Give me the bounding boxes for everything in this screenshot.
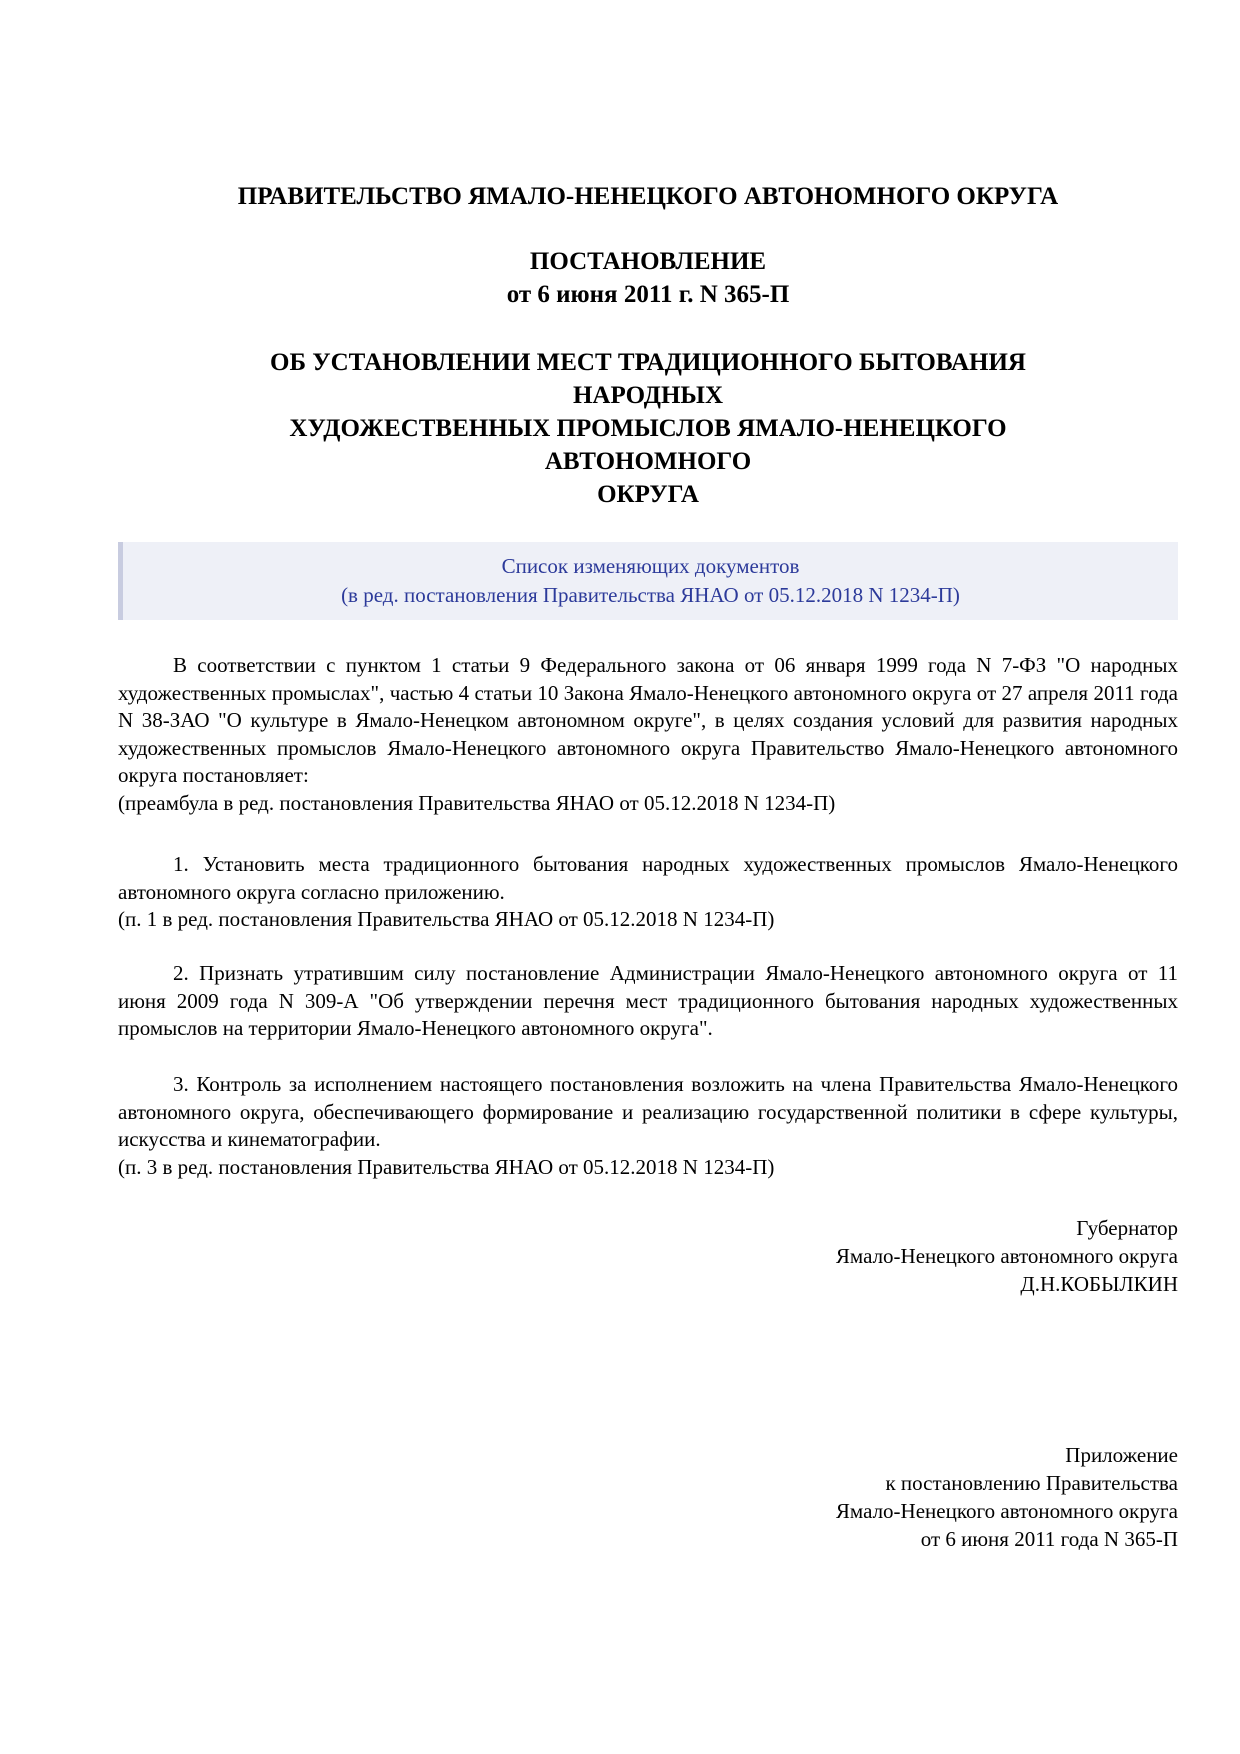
- subject-line: ОКРУГА: [597, 481, 699, 508]
- amending-documents-title: Список изменяющих документов: [501, 554, 800, 578]
- document-subject: [118, 346, 1178, 511]
- appendix-line: Ямало-Ненецкого автономного округа: [835, 1499, 1178, 1523]
- document-date-number: от 6 июня 2011 г. N 365-П: [506, 281, 790, 308]
- subject-line: НАРОДНЫХ: [572, 382, 724, 409]
- item-1-edition-note: (п. 1 в ред. постановления Правительства ЯНАО от 05.12.2018 N 1234-П): [118, 907, 775, 931]
- item-1-section: [118, 851, 1178, 934]
- subject-line: ОБ УСТАНОВЛЕНИИ МЕСТ ТРАДИЦИОННОГО БЫТОВАНИЯ: [270, 349, 1026, 376]
- item-3-text: 3. Контроль за исполнением настоящего постановления возложить на члена Правительства Ямало-Ненецкого автономного округа, обеспечивающего формирование и реализацию государственной политики в сфере культуры, искусства и кинематографии.: [118, 1072, 1178, 1151]
- preamble-text: В соответствии с пунктом 1 статьи 9 Федерального закона от 06 января 1999 года N 7-ФЗ "О народных художественных промыслах", частью 4 статьи 10 Закона Ямало-Ненецкого автономного округа от 27 апреля 2011 года N 38-ЗАО "О культуре в Ямало-Ненецком автономном округе", в целях создания условий для развития народных художественных промыслов Ямало-Ненецкого автономного округа Правительство Ямало-Ненецкого автономного округа постановляет:: [118, 653, 1178, 787]
- appendix-line: от 6 июня 2011 года N 365-П: [920, 1527, 1178, 1551]
- preamble-section: [118, 652, 1178, 817]
- document-type: ПОСТАНОВЛЕНИЕ: [529, 248, 767, 275]
- item-2-section: [118, 960, 1178, 1043]
- government-title: ПРАВИТЕЛЬСТВО ЯМАЛО-НЕНЕЦКОГО АВТОНОМНОГО ОКРУГА: [237, 183, 1059, 210]
- signatory-region: Ямало-Ненецкого автономного округа: [835, 1244, 1178, 1268]
- item-3-section: [118, 1071, 1178, 1181]
- subject-line: ХУДОЖЕСТВЕННЫХ ПРОМЫСЛОВ ЯМАЛО-НЕНЕЦКОГО: [289, 415, 1007, 442]
- signature-block: [836, 1214, 1178, 1298]
- item-3-edition-note: (п. 3 в ред. постановления Правительства ЯНАО от 05.12.2018 N 1234-П): [118, 1154, 775, 1179]
- appendix-header: [836, 1441, 1178, 1553]
- amending-documents-box: [118, 542, 1178, 620]
- item-1-text: 1. Установить места традиционного бытования народных художественных промыслов Ямало-Ненецкого автономного округа согласно приложению.: [118, 852, 1178, 904]
- preamble-edition-note: (преамбула в ред. постановления Правительства ЯНАО от 05.12.2018 N 1234-П): [118, 790, 836, 815]
- subject-line: АВТОНОМНОГО: [544, 448, 752, 475]
- amending-documents-edition: (в ред. постановления Правительства ЯНАО от 05.12.2018 N 1234-П): [341, 583, 960, 607]
- appendix-line: к постановлению Правительства: [885, 1471, 1178, 1495]
- item-2-text: 2. Признать утратившим силу постановление Администрации Ямало-Ненецкого автономного округа от 11 июня 2009 года N 309-А "Об утверждении перечня мест традиционного бытования народных художественных промыслов на территории Ямало-Ненецкого автономного округа".: [118, 961, 1178, 1040]
- signatory-name: Д.Н.КОБЫЛКИН: [1020, 1272, 1178, 1296]
- appendix-title: Приложение: [1065, 1443, 1178, 1467]
- signatory-position: Губернатор: [1076, 1216, 1178, 1240]
- document-type-block: [118, 245, 1178, 311]
